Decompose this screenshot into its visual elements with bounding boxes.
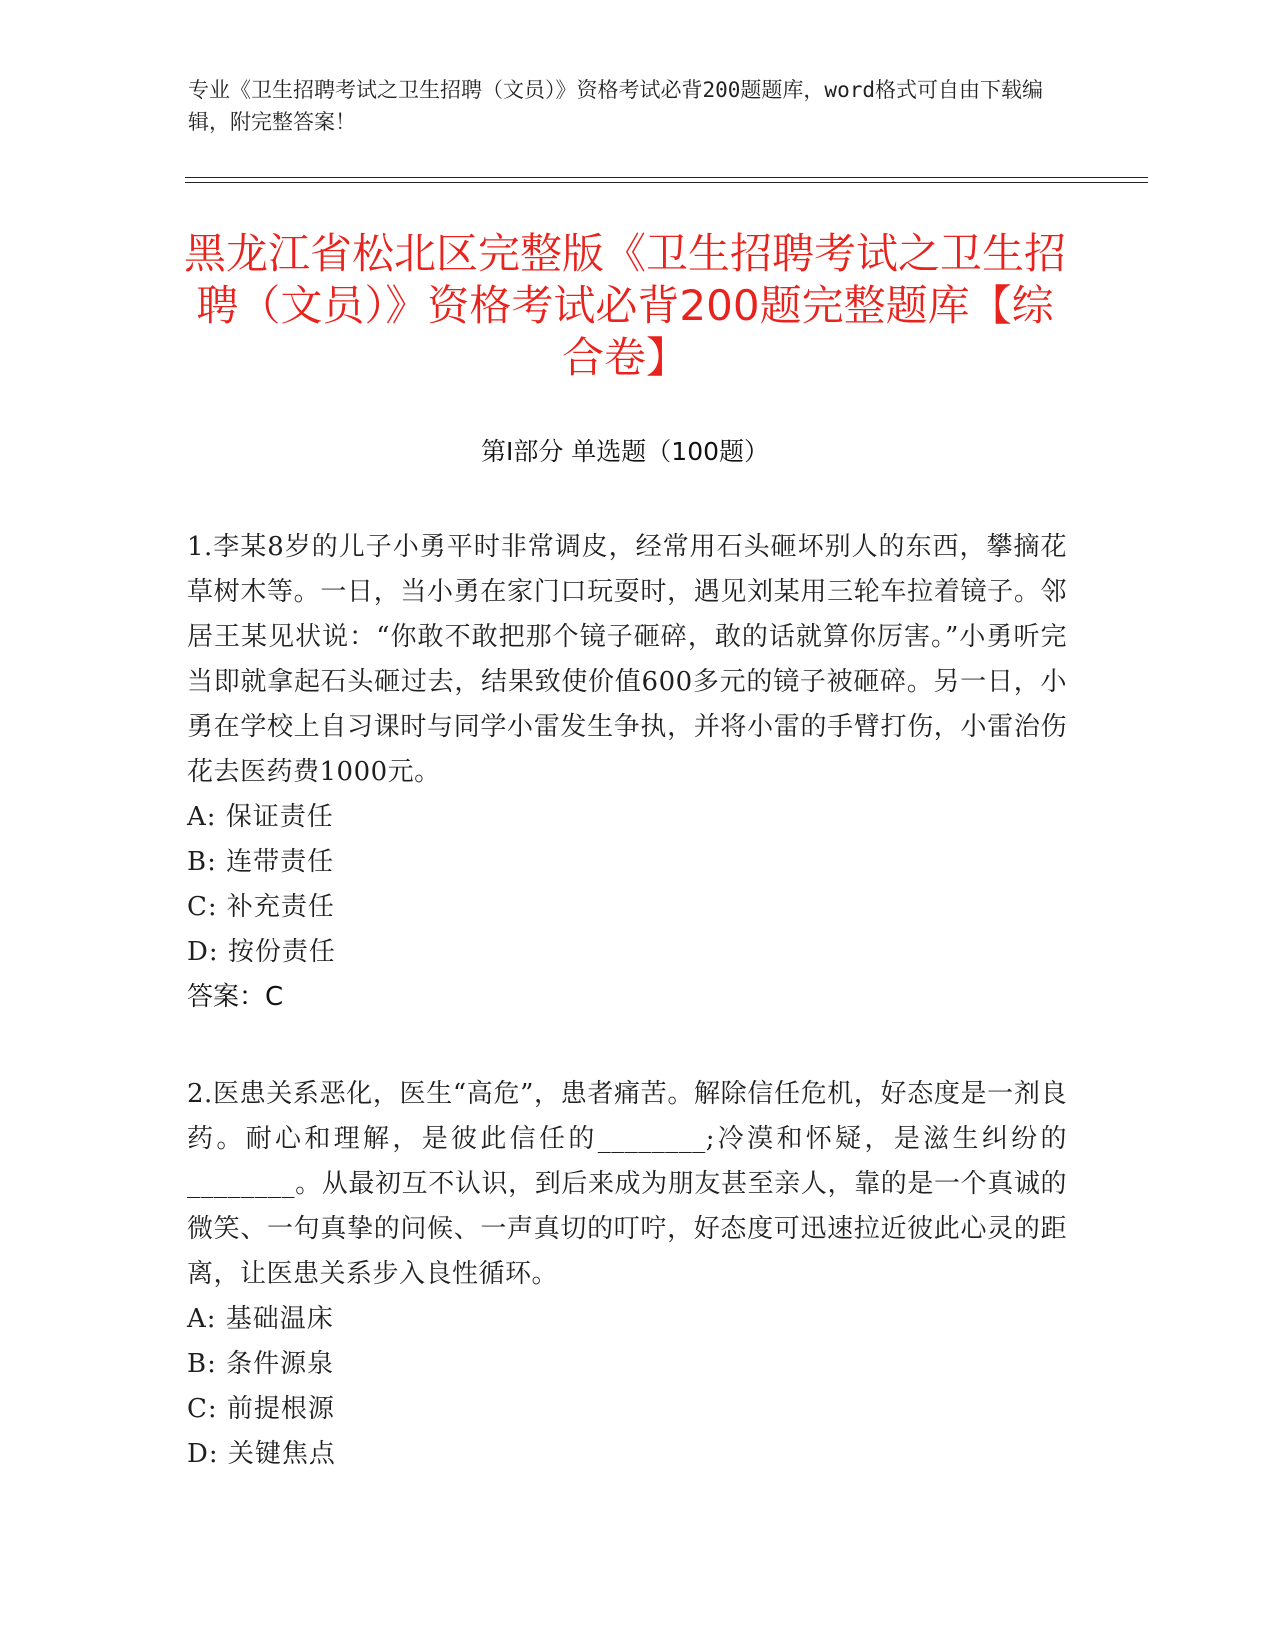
question-2 [187, 1072, 1067, 1477]
section-title: 第Ⅰ部分 单选题（100题） [480, 437, 770, 466]
header-divider-thin [185, 182, 1148, 183]
option-c: C: 补充责任 [187, 892, 335, 922]
option-b: B: 条件源泉 [187, 1349, 335, 1379]
option-a: A: 保证责任 [187, 802, 334, 832]
option-list [187, 1297, 1067, 1477]
question-text: 2.医患关系恶化，医生“高危”，患者痛苦。解除信任危机，好态度是一剂良药。耐心和理解，是彼此信任的________;冷漠和怀疑，是滋生纠纷的________。从最初互不认识，到后来成为朋友甚至亲人，靠的是一个真诚的微笑、一句真挚的问候、一声真切的叮咛，好态度可迅速拉近彼此心灵的距离，让医患关系步入良性循环。 [187, 1079, 1067, 1289]
question-text: 1.李某8岁的儿子小勇平时非常调皮，经常用石头砸坏别人的东西，攀摘花草树木等。一日，当小勇在家门口玩耍时，遇见刘某用三轮车拉着镜子。邻居王某见状说：“你敢不敢把那个镜子砸碎，敢的话就算你厉害。”小勇听完当即就拿起石头砸过去，结果致使价值600多元的镜子被砸碎。另一日，小勇在学校上自习课时与同学小雷发生争执，并将小雷的手臂打伤，小雷治伤花去医药费1000元。 [187, 532, 1067, 787]
header-note: 专业《卫生招聘考试之卫生招聘（文员）》资格考试必背200题题库，word格式可自由下载编辑，附完整答案！ [188, 78, 1043, 134]
option-c: C: 前提根源 [187, 1394, 335, 1424]
header-divider-thick [185, 177, 1148, 178]
option-b: B: 连带责任 [187, 847, 335, 877]
answer: 答案：C [187, 982, 284, 1012]
option-list [187, 795, 1067, 975]
document-title: 黑龙江省松北区完整版《卫生招聘考试之卫生招聘（文员）》资格考试必背200题完整题库【综合卷】 [183, 229, 1066, 382]
option-d: D: 关键焦点 [187, 1439, 336, 1469]
question-1 [187, 525, 1067, 1020]
option-a: A: 基础温床 [187, 1304, 334, 1334]
option-d: D: 按份责任 [187, 937, 336, 967]
